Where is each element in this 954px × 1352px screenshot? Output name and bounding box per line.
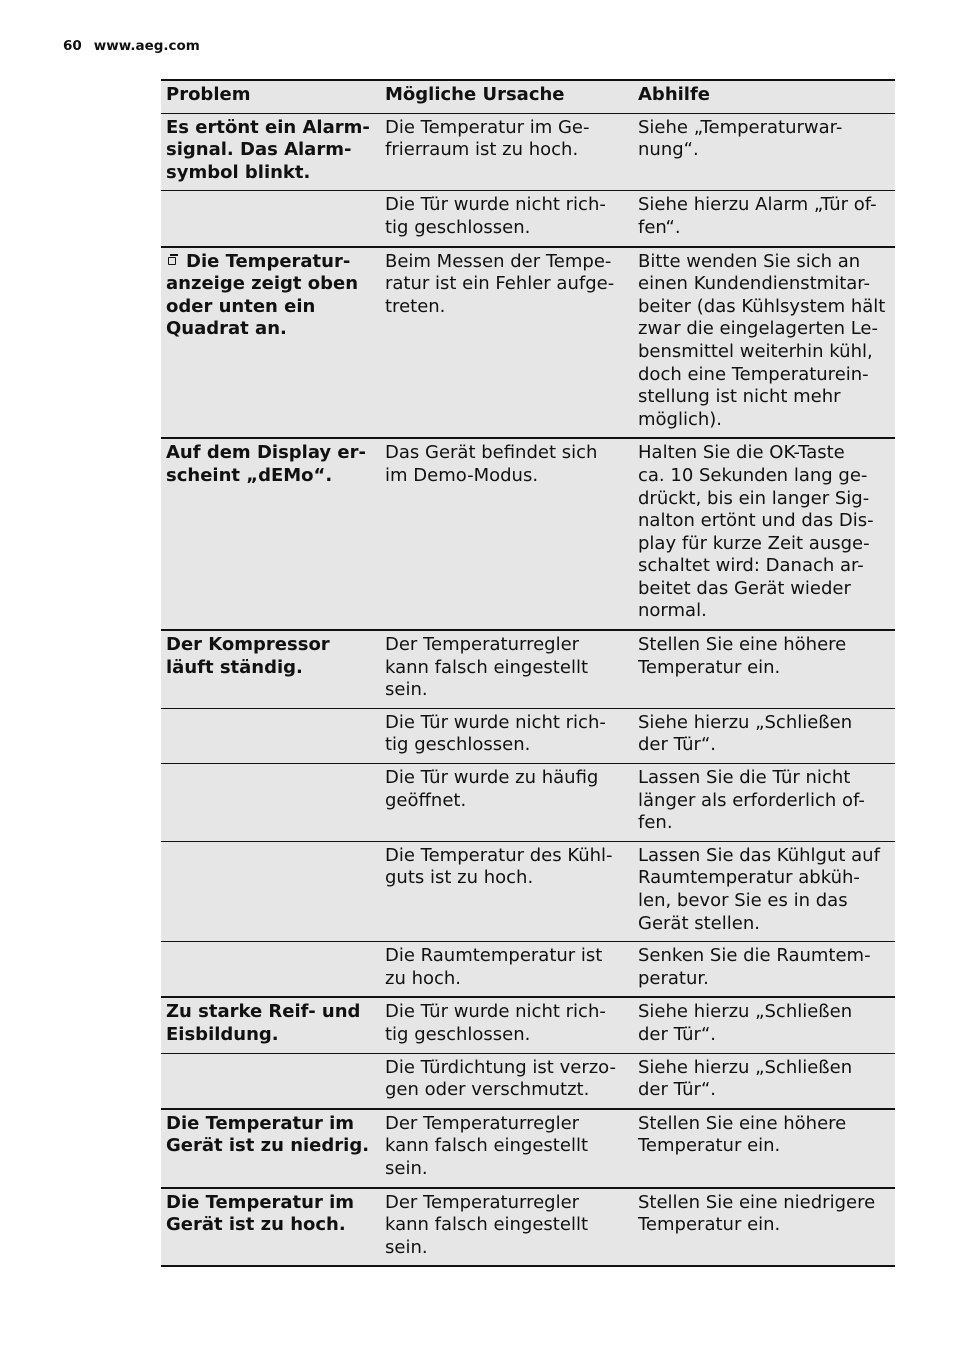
remedy-cell: Siehe hierzu „Schließen der Tür“. xyxy=(638,1001,853,1045)
page-number: 60 xyxy=(63,38,82,54)
problem-cell: Die Temperatur im Gerät ist zu niedrig. xyxy=(166,1112,370,1157)
table-row xyxy=(161,191,895,247)
remedy-cell: Siehe hierzu „Schließen der Tür“. xyxy=(638,711,853,756)
column-header-cause: Mögliche Ursache xyxy=(385,84,565,105)
cause-cell: Die Tür wurde nicht rich- tig geschlossen. xyxy=(385,1001,606,1045)
problem-cell xyxy=(161,191,380,247)
table-row xyxy=(161,1188,895,1267)
remedy-cell: Senken Sie die Raumtem- peratur. xyxy=(638,945,871,989)
problem-cell: Die Temperatur im Gerät ist zu hoch. xyxy=(166,1191,355,1236)
cause-cell: Der Temperaturregler kann falsch eingestellt sein. xyxy=(385,1191,589,1258)
table-row xyxy=(161,113,895,191)
display-square-icon xyxy=(166,254,180,268)
cause-cell: Beim Messen der Tempe- ratur ist ein Fehler aufge- treten. xyxy=(385,250,615,317)
problem-cell xyxy=(161,841,380,941)
table-row xyxy=(161,708,895,763)
cause-cell: Die Temperatur im Ge- frierraum ist zu hoch. xyxy=(385,116,590,161)
problem-cell: Der Kompressor läuft ständig. xyxy=(166,634,330,678)
table-row xyxy=(161,630,895,708)
cause-cell: Die Temperatur des Kühl- guts ist zu hoch. xyxy=(385,844,613,889)
problem-cell xyxy=(161,942,380,998)
troubleshooting-table xyxy=(161,79,895,1267)
remedy-cell: Halten Sie die OK-Taste ca. 10 Sekunden lang ge- drückt, bis ein langer Sig- nalton ertönt und das Dis- play für kurze Zeit ausge- schaltet wird: Danach ar- beitet das Gerät wieder normal. xyxy=(638,442,874,622)
table-row xyxy=(161,997,895,1053)
problem-cell xyxy=(161,1053,380,1109)
remedy-cell: Stellen Sie eine höhere Temperatur ein. xyxy=(638,1112,847,1157)
cause-cell: Die Tür wurde nicht rich- tig geschlossen. xyxy=(385,194,606,238)
cause-cell: Die Raumtemperatur ist zu hoch. xyxy=(385,945,603,989)
problem-cell xyxy=(161,708,380,763)
site-url: www.aeg.com xyxy=(93,38,200,54)
remedy-cell: Siehe hierzu Alarm „Tür of- fen“. xyxy=(638,194,877,238)
table-row xyxy=(161,942,895,998)
page-header xyxy=(63,38,200,54)
table-row xyxy=(161,841,895,941)
remedy-cell: Stellen Sie eine höhere Temperatur ein. xyxy=(638,634,847,678)
cause-cell: Die Tür wurde zu häufig geöffnet. xyxy=(385,767,599,811)
problem-cell xyxy=(161,764,380,842)
remedy-cell: Bitte wenden Sie sich an einen Kundendienstmitar- beiter (das Kühlsystem hält zwar die eingelagerten Le- bensmittel weiterhin kühl, doch eine Temperaturein- stellung ist nicht mehr möglich). xyxy=(638,250,886,430)
table-row xyxy=(161,1053,895,1109)
remedy-cell: Siehe hierzu „Schließen der Tür“. xyxy=(638,1056,853,1101)
table-row xyxy=(161,247,895,439)
remedy-cell: Lassen Sie die Tür nicht länger als erforderlich of- fen. xyxy=(638,767,865,834)
table-header-row xyxy=(161,80,895,113)
table-row xyxy=(161,438,895,630)
problem-cell: Es ertönt ein Alarm- signal. Das Alarm- symbol blinkt. xyxy=(166,116,370,183)
table-row xyxy=(161,1109,895,1188)
table-row xyxy=(161,764,895,842)
cause-cell: Die Tür wurde nicht rich- tig geschlossen. xyxy=(385,711,606,756)
cause-cell: Der Temperaturregler kann falsch eingestellt sein. xyxy=(385,1112,589,1179)
remedy-cell: Siehe „Temperaturwar- nung“. xyxy=(638,116,843,161)
remedy-cell: Lassen Sie das Kühlgut auf Raumtemperatur abküh- len, bevor Sie es in das Gerät stellen. xyxy=(638,844,880,934)
problem-cell: Auf dem Display er- scheint „dEMo“. xyxy=(166,442,366,486)
table-body xyxy=(161,113,895,1266)
remedy-cell: Stellen Sie eine niedrigere Temperatur ein. xyxy=(638,1191,876,1236)
column-header-remedy: Abhilfe xyxy=(638,84,711,105)
problem-cell: Zu starke Reif- und Eisbildung. xyxy=(166,1001,361,1045)
column-header-problem: Problem xyxy=(166,84,251,105)
problem-cell: Die Temperatur- anzeige zeigt oben oder unten ein Quadrat an. xyxy=(166,250,359,340)
cause-cell: Das Gerät befindet sich im Demo-Modus. xyxy=(385,442,598,486)
cause-cell: Der Temperaturregler kann falsch eingestellt sein. xyxy=(385,634,589,701)
cause-cell: Die Türdichtung ist verzo- gen oder verschmutzt. xyxy=(385,1056,617,1101)
